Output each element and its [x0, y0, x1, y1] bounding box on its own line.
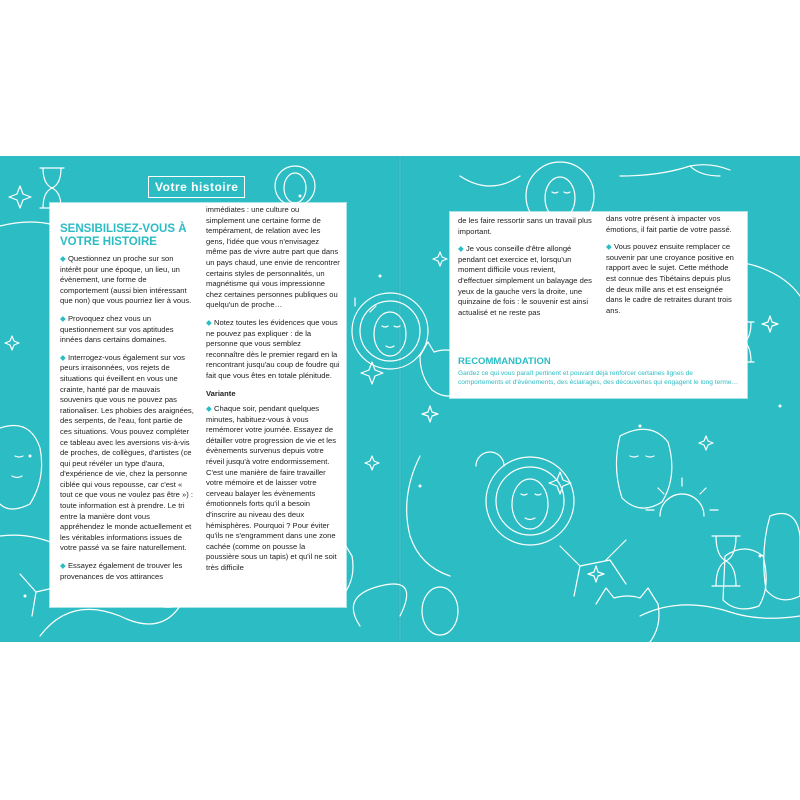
paragraph: ◆ Chaque soir, pendant quelques minutes, habituez-vous à vous remémorer votre journée. Essayez de détailler votre progression de vie et les évènements survenus depuis votre réveil jusqu'à votre endormissement. C'est une manière de faire travailler votre mémoire et de laisser votre cerveau balayer les évènements émotionnels forts qu'il a besoin d'inscrire au niveau des deux hémisphères. Pourquoi ? Pour éviter qu'ils ne s'engramment dans une zone cachée (comme on pousse la poussière sous un tapis) et qu'il ne soit très difficile [206, 404, 337, 572]
diamond-bullet-icon: ◆ [60, 561, 66, 571]
right-column-1 [458, 216, 592, 318]
left-column-2 [206, 205, 340, 574]
section-tag: Votre histoire [148, 176, 245, 198]
paragraph: ◆ Interrogez-vous également sur vos peurs irraisonnées, vos rejets de situations qui éveillent en vous une crainte, hanté par de mauvais souvenirs que vous ne pouvez pas rationaliser. Les phobies des araignées, des serpents, de l'eau, font partie de ces situations. Vous pouvez compléter ce tableau avec les aversions vis-à-vis de proches, de collègues, d'artistes (ce qui peut révéler un type d'aura, d'expérience de vie, chez la personne ciblée qui vous repousse, car c'est « tout ce que vous ne voulez pas être ») : toute information est à prendre. Le tri entre la manière dont vous appréhendez le monde actuellement et les véritables informations issues de votre passé va se faire naturellement. [60, 352, 194, 553]
paragraph: ◆ Vous pouvez ensuite remplacer ce souvenir par une croyance positive en rapport avec le sujet. Cette méthode est connue des Tibétains depuis plus de deux mille ans et est enseignée dans le cadre de retraites durant trois ans. [606, 242, 734, 315]
diamond-bullet-icon: ◆ [458, 244, 464, 254]
diamond-bullet-icon: ◆ [60, 254, 66, 263]
diamond-bullet-icon: ◆ [60, 313, 66, 323]
paragraph: immédiates : une culture ou simplement une certaine forme de tempérament, de relation avec les gens, l'idée que vous n'envisagez même pas de vivre autre part que dans un pays chaud, une envie de rencontrer certains styles de personnalités, un magnétisme qui vous impressionne chez certaines personnes publiques ou quelqu'un de proche… [206, 205, 340, 310]
page-gutter [398, 156, 402, 642]
right-text-panel [450, 212, 747, 398]
left-column-1 [60, 223, 194, 582]
diamond-bullet-icon: ◆ [206, 317, 212, 327]
paragraph: ◆ Essayez également de trouver les provenances de vos attirances [60, 561, 183, 581]
right-column-2 [606, 214, 740, 316]
diamond-bullet-icon: ◆ [206, 404, 212, 414]
variante-heading: Variante [206, 388, 236, 398]
paragraph: ◆ Provoquez chez vous un questionnement sur vos aptitudes innées dans certains domaines. [60, 313, 174, 345]
diamond-bullet-icon: ◆ [60, 352, 66, 362]
recommendation-text: Gardez ce qui vous paraît pertinent et pouvant déjà renforcer certaines lignes de comportements et d'évènements, des éclairages, des découvertes qui engagent le long terme… [458, 370, 739, 387]
diamond-bullet-icon: ◆ [606, 242, 612, 252]
paragraph: de les faire ressortir sans un travail plus important. [458, 216, 592, 236]
paragraph: dans votre présent à impacter vos émotions, il fait partie de votre passé. [606, 214, 732, 234]
paragraph: ◆ Je vous conseille d'être allongé pendant cet exercice et, lorsqu'un moment difficile vous revient, d'effectuer simplement un balayage des yeux de la gauche vers la droite, une quinzaine de fois : le souvenir est ainsi actualisé et ne reste pas [458, 244, 592, 317]
recommendation-box [458, 356, 740, 388]
recommendation-title: RECOMMANDATION [458, 356, 551, 367]
paragraph: ◆ Notez toutes les évidences que vous ne pouvez pas expliquer : de la personne que vous semblez reconnaître dès le premier regard en la rencontrant jusqu'au coup de foudre qui fait que vous êtes en totale plénitude. [206, 317, 340, 380]
left-text-panel [50, 203, 346, 607]
section-heading: SENSIBILISEZ-VOUS À VOTRE HISTOIRE [60, 223, 187, 248]
paragraph: ◆ Questionnez un proche sur son intérêt pour une époque, un lieu, un évènement, une forme de comportement (aussi bien intéressant que non) que vous pourriez lier à vous. [60, 254, 192, 306]
